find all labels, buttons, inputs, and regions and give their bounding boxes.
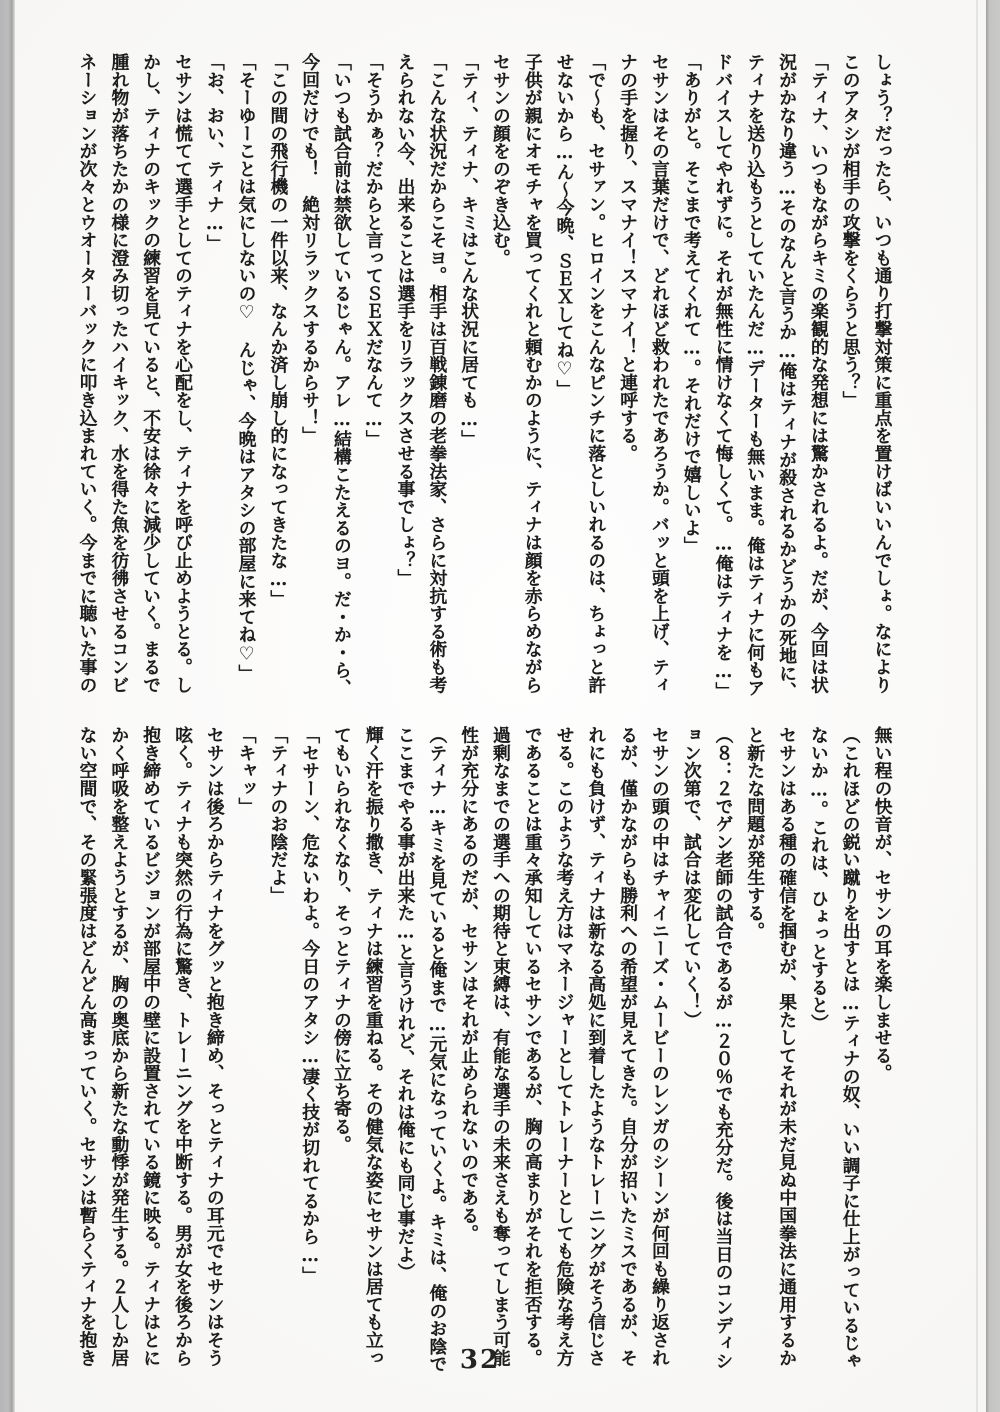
scan-streak bbox=[976, 0, 978, 1412]
text-column: 「こんな状況だからこそヨ。相手は百戦錬磨の老拳法家、さらに対抗する術も考 bbox=[426, 53, 448, 694]
text-column: せる。このような考え方はマネージャーとしてトレーナーとしても危険な考え方 bbox=[554, 726, 576, 1367]
text-column: このアタシが相手の攻撃をくらうと思う？」 bbox=[840, 53, 862, 409]
text-column: えられない今、出来ることは選手をリラックスさせる事でしょ？」 bbox=[395, 53, 417, 587]
text-column: セサンはその言葉だけで、どれほど救われたであろうか。バッと頭を上げ、ティ bbox=[649, 53, 671, 694]
page-number: 32 bbox=[459, 1345, 501, 1375]
text-column: （ティナ…キミを見ていると俺まで…元気になっていくよ。キミは、俺のお陰で bbox=[426, 726, 448, 1373]
text-column: セサンは慌てて選手としてのティナを心配をし、ティナを呼び止めようとる。し bbox=[172, 53, 194, 694]
text-column: セサンの顔をのぞき込む。 bbox=[490, 53, 512, 267]
text-column: ナの手を握り、スマナイ！スマナイ！と連呼する。 bbox=[617, 53, 639, 463]
text-column: であることは重々承知しているセサンであるが、胸の高まりがそれを拒否する。 bbox=[522, 726, 544, 1367]
text-column: れにも負けず、ティナは新なる高処に到着したようなトレーニングがそう信じさ bbox=[585, 726, 607, 1367]
text-column: と新たな問題が発生する。 bbox=[744, 726, 766, 940]
text-column: ョン次第で、試合は変化していく！） bbox=[681, 726, 703, 1029]
text-column: セサンの頭の中はチャイニーズ・ムービーのレンガのシーンが何回も繰り返され bbox=[649, 726, 671, 1367]
top-text-block bbox=[71, 53, 898, 699]
text-column: 「お、おい、ティナ…」 bbox=[204, 53, 226, 252]
text-column: 腫れ物が落ちたかの様に澄み切ったハイキック、水を得た魚を彷彿させるコンビ bbox=[108, 53, 130, 694]
text-column: てもいられなくなり、そっとティナの傍に立ち寄る。 bbox=[331, 726, 353, 1153]
scan-edge-right bbox=[986, 0, 1000, 1412]
text-column: （これほどの鋭い蹴りを出すとは…ティナの奴、いい調子に仕上がっているじゃ bbox=[840, 726, 862, 1370]
text-column: ない空間で、その緊張度はどんどん高まっていく。セサンは暫らくティナを抱き bbox=[77, 726, 99, 1367]
text-column: （８：２でゲン老師の試合であるが…２０％でも充分だ。後は当日のコンディシ bbox=[713, 726, 735, 1370]
text-column: ないか…。これは、ひょっとすると） bbox=[808, 726, 830, 1032]
text-column: ネーションが次々とウオーターバックに叩き込まれていく。今までに聴いた事の bbox=[77, 53, 99, 694]
text-column: 輝く汗を振り撒き、ティナは練習を重ねる。その健気な姿にセサンは居ても立っ bbox=[363, 726, 385, 1367]
text-column: かし、ティナのキックの練習を見ていると、不安は徐々に減少していく。まるで bbox=[140, 53, 162, 694]
text-column: 「ティナのお陰だよ」 bbox=[267, 726, 289, 904]
text-column: 「そうかぁ？だからと言ってＳＥＸだなんて…」 bbox=[363, 53, 385, 448]
text-column: 今回だけでも！ 絶対リラックスするからサ！」 bbox=[299, 53, 321, 445]
text-column: セサンはある種の確信を掴むが、果たしてそれが未だ見ぬ中国拳法に通用するか bbox=[776, 726, 798, 1367]
text-column: 呟く。ティナも突然の行為に驚き、トレーニングを中断する。男が女を後ろから bbox=[172, 726, 194, 1367]
text-column: 「ティ、ティナ、キミはこんな状況に居ても…」 bbox=[458, 53, 480, 448]
text-column: 「ティナ、いつもながらキミの楽観的な発想には驚かされるよ。だが、今回は状 bbox=[808, 53, 830, 694]
text-column: 子供が親にオモチャを買ってくれと頼むかのように、ティナは顔を赤らめながら bbox=[522, 53, 544, 694]
text-column: 無い程の快音が、セサンの耳を楽しませる。 bbox=[872, 726, 893, 1082]
text-column: 過剰なまでの選手への期待と束縛は、有能な選手の未来さえも奪ってしまう可能 bbox=[490, 726, 512, 1367]
text-column: かく呼吸を整えようとするが、胸の奥底から新たな動悸が発生する。２人しか居 bbox=[108, 726, 130, 1367]
text-column: るが、僅かながらも勝利への希望が見えてきた。自分が招いたミスであるが、そ bbox=[617, 726, 639, 1367]
text-column: ティナを送り込もうとしていたんだ…データーも無いまま。俺はティナに何もア bbox=[744, 53, 766, 697]
text-column: セサンは後ろからティナをグッと抱き締め、そっとティナの耳元でセサンはそう bbox=[204, 726, 226, 1367]
scan-edge-left bbox=[0, 0, 15, 1412]
text-column: 況がかなり違う…そのなんと言うか…俺はティナが殺されるかどうかの死地に、 bbox=[776, 53, 798, 700]
text-column: 「キャッ」 bbox=[236, 726, 258, 815]
text-column: せないから…ん〜今晩、ＳＥＸしてね♡」 bbox=[554, 53, 576, 398]
text-column: 「セサーン、危ないわよ。今日のアタシ…凄く技が切れてるから…」 bbox=[299, 726, 321, 1284]
text-column: 「この間の飛行機の一件以来、なんか済し崩し的になってきたな…」 bbox=[267, 53, 289, 608]
text-column: 「ありがと。そこまで考えてくれて…。それだけで嬉しいよ」 bbox=[681, 53, 703, 555]
text-column: しょう？だったら、いつも通り打撃対策に重点を置けばいいんでしょ。なにより bbox=[872, 53, 893, 694]
text-column: ここまでやる事が出来た…と言うけれど、それは俺にも同じ事だよ） bbox=[395, 726, 417, 1281]
text-column: 性が充分にあるのだが、セサンはそれが止められないのである。 bbox=[458, 726, 480, 1242]
bottom-text-block bbox=[71, 726, 898, 1372]
text-column: 「そーゆーことは気にしないの♡ んじゃ、今晩はアタシの部屋に来てね♡」 bbox=[236, 53, 258, 683]
text-column: 「いつも試合前は禁欲しているじゃん。アレ…結構こたえるのヨ。だ・か・ら、 bbox=[331, 53, 353, 697]
text-column: 抱き締めているビジョンが部屋中の壁に設置されている鏡に映る。ティナはとに bbox=[140, 726, 162, 1367]
text-column: 「で〜も、セサァン。ヒロインをこんなピンチに落としいれるのは、ちょっと許 bbox=[585, 53, 607, 694]
text-column: ドバイスしてやれずに。それが無性に情けなくて悔しくて。…俺はティナを…」 bbox=[713, 53, 735, 700]
